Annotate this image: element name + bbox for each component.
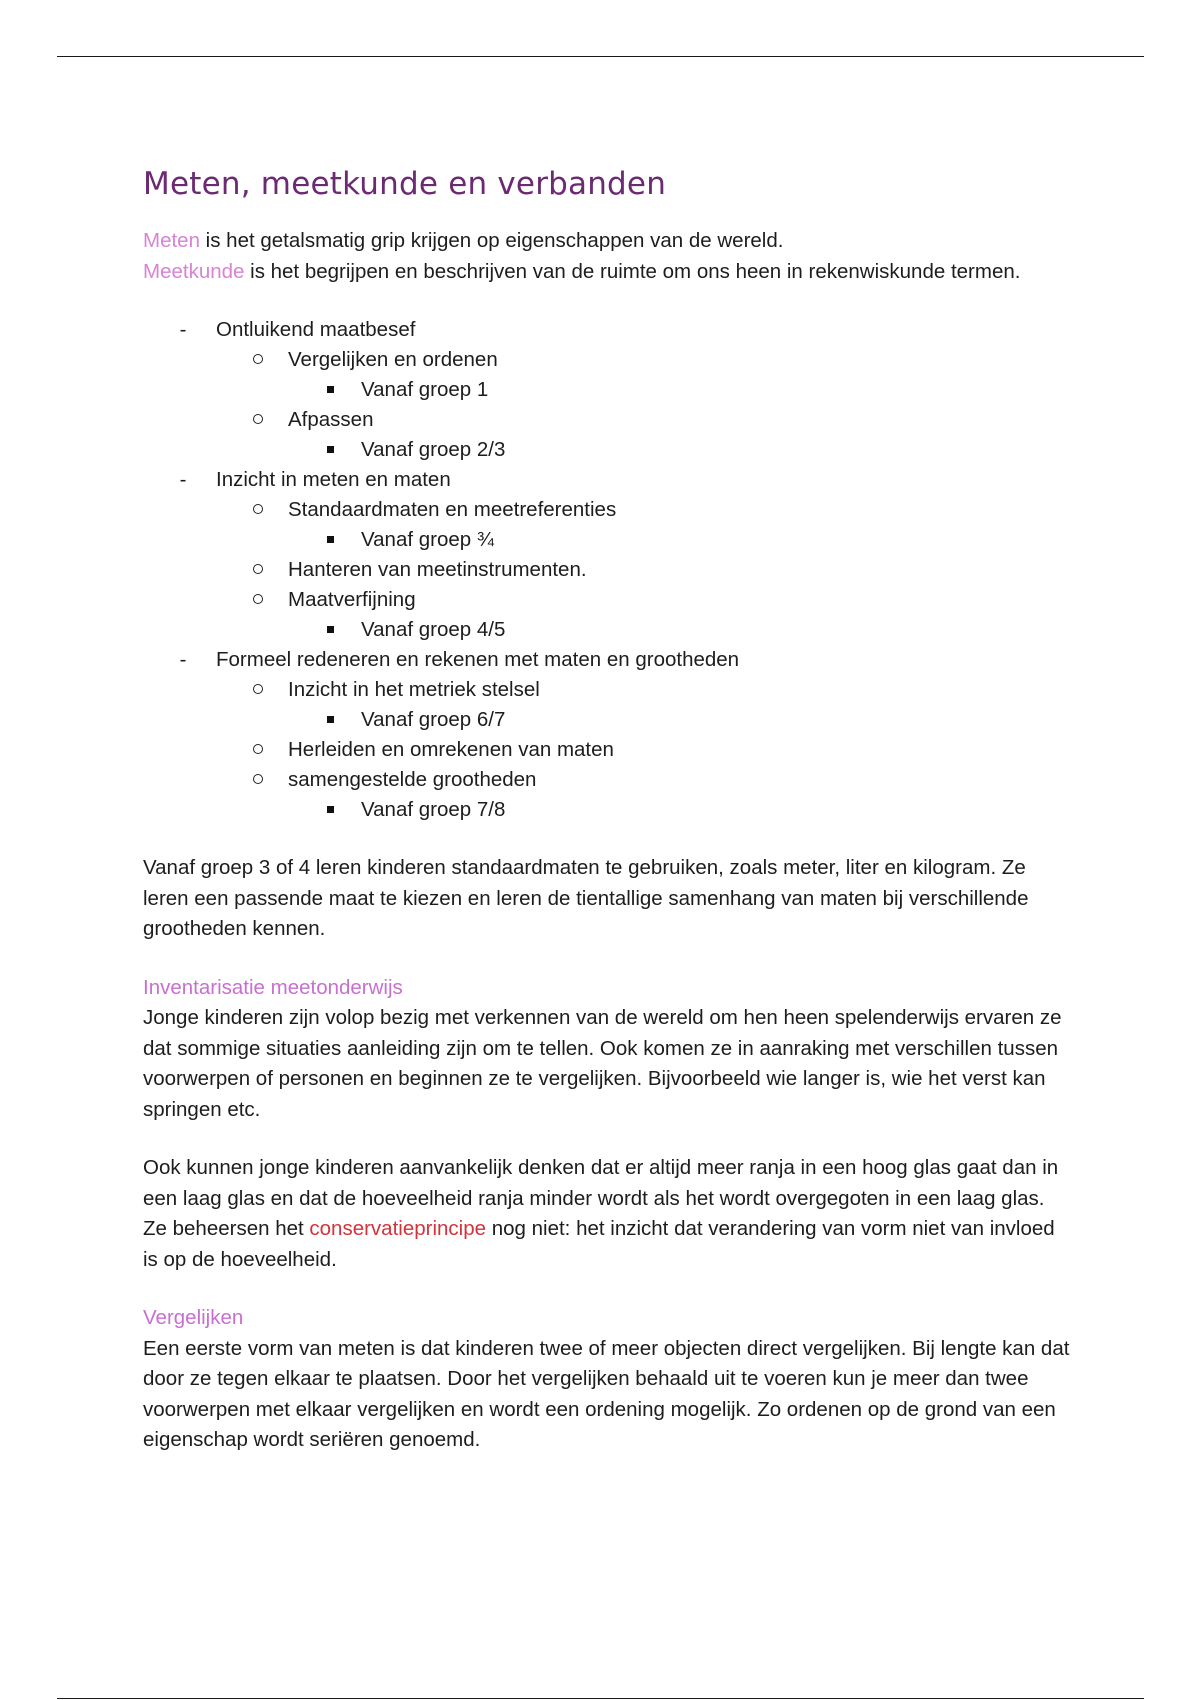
outline-subitem-label: Afpassen [288, 408, 374, 431]
circle-bullet-icon [248, 555, 268, 585]
outline-item-label: Formeel redeneren en rekenen met maten en grootheden [216, 648, 740, 671]
outline-subitem-label: Inzicht in het metriek stelsel [288, 678, 540, 701]
outline-detail [143, 615, 1073, 645]
outline-detail [143, 795, 1073, 825]
outline-subitem [143, 765, 1073, 825]
outline-subitem [143, 405, 1073, 465]
outline-detail [143, 705, 1073, 735]
paragraph-conservatie-before: Ook kunnen jonge kinderen aanvankelijk denken dat er altijd meer ranja in een hoog glas gaat dan in een laag glas en dat de hoeveelheid ranja minder wordt als het wordt overgegoten in een laag glas. Ze beheersen het [143, 1156, 1059, 1240]
square-bullet-icon [320, 705, 340, 735]
outline-item-label: Inzicht in meten en maten [216, 468, 451, 491]
outline-subitem [143, 345, 1073, 405]
dash-bullet: - [179, 648, 187, 671]
outline-subitem-label: Standaardmaten en meetreferenties [288, 498, 617, 521]
outline-subitem-label: Maatverfijning [288, 588, 416, 611]
outline-subitem [143, 735, 1073, 765]
dash-bullet: - [179, 318, 187, 341]
footer-rule [57, 1698, 1144, 1699]
outline-item [143, 315, 1073, 465]
square-bullet-icon [320, 375, 340, 405]
outline-detail [143, 375, 1073, 405]
paragraph-vergelijken: Een eerste vorm van meten is dat kinderen twee of meer objecten direct vergelijken. Bij lengte kan dat door ze tegen elkaar te plaatsen. Door het vergelijken behaald uit te voeren kun je meer dan twee voorwerpen met elkaar vergelijken en wordt een ordening mogelijk. Zo ordenen op de grond van een eigenschap wordt seriëren genoemd. [143, 1336, 1070, 1451]
term-conservatieprincipe: conservatieprincipe [309, 1217, 487, 1240]
outline-subitem-label: Herleiden en omrekenen van maten [288, 738, 614, 761]
circle-bullet-icon [248, 675, 268, 705]
outline-list [143, 315, 1073, 825]
section-heading-vergelijken: Vergelijken [143, 1306, 244, 1329]
square-bullet-icon [320, 795, 340, 825]
outline-subitem [143, 555, 1073, 585]
header-rule [57, 56, 1144, 57]
paragraph-inventarisatie: Jonge kinderen zijn volop bezig met verkennen van de wereld om hen heen spelenderwijs ervaren ze dat sommige situaties aanleiding zijn om te tellen. Ook komen ze in aanraking met verschillen tussen voorwerpen of personen en beginnen ze te vergelijken. Bijvoorbeeld wie langer is, wie het verst kan springen etc. [143, 1006, 1062, 1121]
term-meten: Meten [143, 229, 200, 252]
circle-bullet-icon [248, 585, 268, 615]
definition-meten-text: is het getalsmatig grip krijgen op eigenschappen van de wereld. [199, 229, 784, 252]
outline-subitem [143, 675, 1073, 735]
section-heading-inventarisatie: Inventarisatie meetonderwijs [143, 975, 403, 999]
outline-subitem-label: samengestelde grootheden [288, 768, 537, 791]
square-bullet-icon [320, 615, 340, 645]
outline-subitem-label: Vergelijken en ordenen [288, 348, 498, 371]
document-page [143, 160, 1073, 1456]
outline-detail-label: Vanaf groep 2/3 [361, 438, 506, 461]
outline-item [143, 645, 1073, 825]
circle-bullet-icon [248, 765, 268, 795]
definition-meetkunde [143, 257, 1073, 288]
outline-detail-label: Vanaf groep 7/8 [361, 798, 506, 821]
outline-detail-label: Vanaf groep 1 [361, 378, 489, 401]
outline-item-label: Ontluikend maatbesef [216, 318, 416, 341]
outline-detail [143, 525, 1073, 555]
square-bullet-icon [320, 525, 340, 555]
paragraph-conservatie [143, 1153, 1073, 1275]
outline-detail [143, 435, 1073, 465]
definition-meten [143, 226, 1073, 257]
outline-detail-label: Vanaf groep ¾ [361, 528, 494, 551]
outline-subitem-label: Hanteren van meetinstrumenten. [288, 558, 587, 581]
circle-bullet-icon [248, 495, 268, 525]
circle-bullet-icon [248, 735, 268, 765]
page-title: Meten, meetkunde en verbanden [143, 166, 667, 202]
outline-detail-label: Vanaf groep 6/7 [361, 708, 506, 731]
outline-detail-label: Vanaf groep 4/5 [361, 618, 506, 641]
term-meetkunde: Meetkunde [143, 259, 245, 283]
paragraph-conservatie-after: nog niet: het inzicht dat verandering van vorm niet van invloed is op de hoeveelheid. [143, 1217, 1055, 1271]
paragraph-standaardmaten: Vanaf groep 3 of 4 leren kinderen standaardmaten te gebruiken, zoals meter, liter en kilogram. Ze leren een passende maat te kiezen en leren de tientallige samenhang van maten bij verschillende grootheden kennen. [143, 856, 1029, 940]
outline-item [143, 465, 1073, 645]
circle-bullet-icon [248, 345, 268, 375]
outline-subitem [143, 585, 1073, 645]
definition-meetkunde-text: is het begrijpen en beschrijven van de ruimte om ons heen in rekenwiskunde termen. [244, 259, 1021, 283]
intro-definitions [143, 226, 1073, 287]
dash-bullet: - [179, 468, 187, 491]
circle-bullet-icon [248, 405, 268, 435]
outline-subitem [143, 495, 1073, 555]
square-bullet-icon [320, 435, 340, 465]
